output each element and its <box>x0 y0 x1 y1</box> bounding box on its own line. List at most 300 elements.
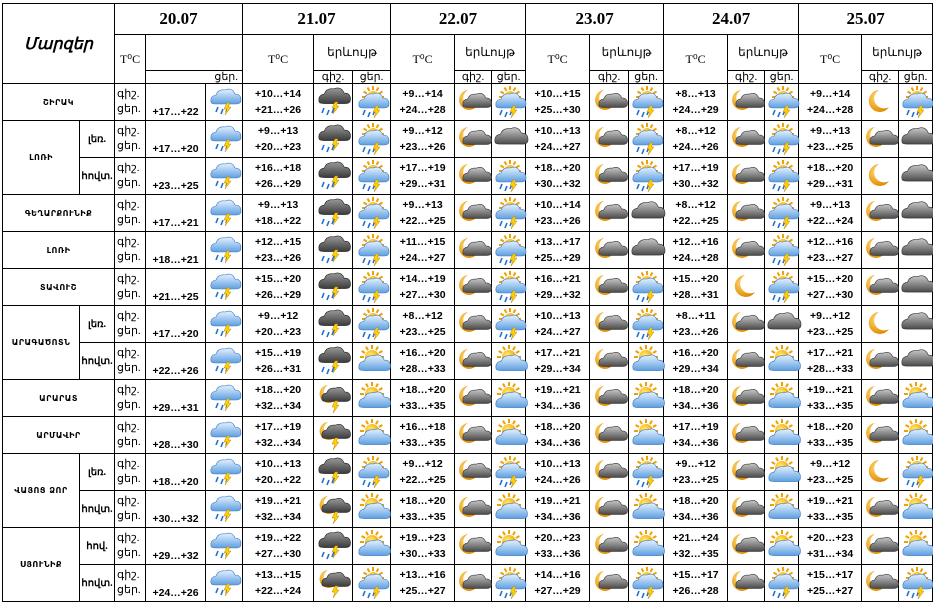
time-of-day-labels <box>115 269 146 306</box>
day-temp: +32…+34 <box>254 400 302 412</box>
time-of-day-labels <box>115 491 146 528</box>
night-temp: +8…+11 <box>675 310 716 322</box>
sun-rain-thunder-icon <box>492 454 526 491</box>
rain-icon <box>206 121 243 158</box>
temp-range-cell <box>664 232 728 269</box>
region-name: ԼՈՌԻ <box>3 232 115 269</box>
cloud-icon <box>765 306 799 343</box>
night-temp: +18…+20 <box>399 495 446 507</box>
temp-range-cell <box>664 269 728 306</box>
temp-range-cell <box>243 158 314 195</box>
temp-range-cell <box>799 121 862 158</box>
day-temp: +25…+30 <box>534 104 581 116</box>
day-temp: +32…+35 <box>672 548 719 560</box>
night-temp: +9…+13 <box>809 125 851 137</box>
night-temp: +13…+15 <box>254 569 302 581</box>
night-sub-header: գիշ. <box>314 71 353 84</box>
temp-range-cell <box>526 195 590 232</box>
sun-cloud-icon <box>765 491 799 528</box>
night-label: գիշ. <box>117 495 140 507</box>
night-temp: +20…+23 <box>534 532 581 544</box>
sun-rain-thunder-icon <box>629 565 664 602</box>
temp-range-cell <box>243 343 314 380</box>
rain-icon <box>206 491 243 528</box>
day-temp: +18…+22 <box>254 215 302 227</box>
date-header: 22.07 <box>391 4 526 35</box>
rain-icon <box>206 528 243 565</box>
sun-rain-thunder-icon <box>353 454 391 491</box>
empty-header <box>146 35 243 71</box>
night-temp: +18…+20 <box>399 384 446 396</box>
table-row <box>3 306 933 343</box>
temp-range-cell <box>526 528 590 565</box>
night-temp: +9…+12 <box>402 125 443 137</box>
day-temp: +17…+22 <box>146 84 206 121</box>
sun-cloud-icon <box>353 417 391 454</box>
temp-range-cell <box>799 269 862 306</box>
day-temp: +31…+34 <box>807 548 854 560</box>
night-temp: +9…+14 <box>809 88 851 100</box>
night-temp: +9…+12 <box>809 458 851 470</box>
temp-range-cell <box>799 84 862 121</box>
moon-cloud-icon <box>862 232 899 269</box>
date-header: 21.07 <box>243 4 391 35</box>
temp-range-cell <box>664 417 728 454</box>
temp-range-cell <box>526 454 590 491</box>
sun-cloud-icon <box>492 528 526 565</box>
temp-range-cell <box>664 454 728 491</box>
night-temp: +10…+15 <box>534 88 581 100</box>
temp-range-cell <box>526 306 590 343</box>
temp-range-cell <box>526 417 590 454</box>
date-header: 23.07 <box>526 4 664 35</box>
moon-storm-icon <box>314 380 353 417</box>
night-temp: +18…+20 <box>254 384 302 396</box>
sun-rain-thunder-icon <box>492 195 526 232</box>
forecast-table <box>2 3 933 602</box>
sun-cloud-icon <box>899 417 933 454</box>
rain-icon <box>206 380 243 417</box>
temp-range-cell <box>664 380 728 417</box>
day-label: ցեր. <box>117 177 141 189</box>
moon-cloud-icon <box>590 121 629 158</box>
moon-cloud-icon <box>590 84 629 121</box>
night-temp: +9…+12 <box>809 310 851 322</box>
moon-cloud-icon <box>455 232 492 269</box>
day-temp: +28…+33 <box>399 363 446 375</box>
moon-cloud-icon <box>862 417 899 454</box>
day-sub-header: ցեր. <box>765 71 799 84</box>
temp-range-cell <box>391 491 455 528</box>
moon-cloud-icon <box>590 454 629 491</box>
moon-cloud-icon <box>728 454 765 491</box>
night-label: գիշ. <box>117 199 140 211</box>
zone-label: լեռ. <box>80 454 115 491</box>
moon-cloud-icon <box>590 306 629 343</box>
day-label: ցեր. <box>117 214 141 226</box>
day-temp: +29…+34 <box>534 363 581 375</box>
day-label: ցեր. <box>117 251 141 263</box>
temp-range-cell <box>526 232 590 269</box>
zone-label: հով. <box>80 528 115 565</box>
temp-range-cell <box>391 121 455 158</box>
sun-cloud-icon <box>629 528 664 565</box>
moon-cloud-icon <box>455 158 492 195</box>
time-of-day-labels <box>115 454 146 491</box>
storm-cloud-icon <box>314 454 353 491</box>
temp-range-cell <box>799 565 862 602</box>
night-temp: +10…+13 <box>254 458 302 470</box>
sun-cloud-icon <box>353 528 391 565</box>
sun-cloud-icon <box>765 454 799 491</box>
night-temp: +15…+20 <box>807 273 854 285</box>
region-name: ԱՐԱՐԱՏ <box>3 380 115 417</box>
night-temp: +16…+18 <box>254 162 302 174</box>
moon-cloud-icon <box>455 343 492 380</box>
night-sub-header: գիշ. <box>590 71 629 84</box>
day-temp: +30…+33 <box>399 548 446 560</box>
moon-cloud-icon <box>728 232 765 269</box>
day-label: ցեր. <box>117 325 141 337</box>
moon-cloud-icon <box>455 417 492 454</box>
night-label: գիշ. <box>117 162 140 174</box>
night-temp: +17…+19 <box>254 421 302 433</box>
day-temp: +24…+26 <box>672 141 719 153</box>
night-temp: +15…+20 <box>672 273 719 285</box>
moon-cloud-icon <box>862 565 899 602</box>
day-sub-header: ցեր. <box>492 71 526 84</box>
cloud-icon <box>899 343 933 380</box>
sun-rain-thunder-icon <box>492 158 526 195</box>
temp-range-cell <box>243 565 314 602</box>
temp-col-header: T⁰C <box>115 35 146 84</box>
night-temp: +9…+12 <box>257 310 299 322</box>
table-row <box>3 121 933 158</box>
temp-range-cell <box>243 121 314 158</box>
temp-range-cell <box>391 84 455 121</box>
temp-range-cell <box>799 380 862 417</box>
night-temp: +9…+13 <box>402 199 443 211</box>
rain-icon <box>206 417 243 454</box>
time-of-day-labels <box>115 417 146 454</box>
sun-rain-thunder-icon <box>492 232 526 269</box>
day-temp: +24…+29 <box>672 104 719 116</box>
temp-range-cell <box>799 454 862 491</box>
night-temp: +9…+13 <box>257 199 299 211</box>
moon-cloud-icon <box>862 491 899 528</box>
day-temp: +20…+22 <box>254 474 302 486</box>
moon-cloud-icon <box>455 269 492 306</box>
moon-cloud-icon <box>728 84 765 121</box>
day-temp: +29…+32 <box>146 528 206 565</box>
cloud-icon <box>899 306 933 343</box>
moon-icon <box>862 158 899 195</box>
moon-cloud-icon <box>455 121 492 158</box>
sun-rain-thunder-icon <box>353 195 391 232</box>
sun-cloud-icon <box>353 343 391 380</box>
sun-rain-thunder-icon <box>629 84 664 121</box>
moon-cloud-icon <box>590 158 629 195</box>
date-header: 20.07 <box>115 4 243 35</box>
zone-label: հովտ. <box>80 491 115 528</box>
table-row <box>3 158 933 195</box>
day-sub-header: ցեր. <box>629 71 664 84</box>
day-label: ցեր. <box>117 399 141 411</box>
region-name: ՍՅՈՒՆԻՔ <box>3 528 80 602</box>
day-temp: +24…+27 <box>534 141 581 153</box>
night-temp: +10…+14 <box>534 199 581 211</box>
temp-range-cell <box>391 454 455 491</box>
day-temp: +24…+26 <box>534 474 581 486</box>
day-temp: +17…+20 <box>146 121 206 158</box>
zone-label: հովտ. <box>80 565 115 602</box>
temp-range-cell <box>391 269 455 306</box>
temp-range-cell <box>526 343 590 380</box>
day-temp: +23…+26 <box>254 252 302 264</box>
night-label: գիշ. <box>117 273 140 285</box>
night-label: գիշ. <box>117 458 140 470</box>
sun-rain-thunder-icon <box>899 84 933 121</box>
moon-cloud-icon <box>728 565 765 602</box>
sun-cloud-icon <box>492 491 526 528</box>
night-temp: +12…+16 <box>807 236 854 248</box>
night-temp: +16…+21 <box>534 273 581 285</box>
cloud-icon <box>492 121 526 158</box>
moon-cloud-icon <box>455 528 492 565</box>
sun-rain-thunder-icon <box>765 84 799 121</box>
phenomenon-header: երևույթ <box>590 35 664 71</box>
day-temp: +29…+34 <box>672 363 719 375</box>
day-label: ցեր. <box>117 436 141 448</box>
night-temp: +19…+21 <box>254 495 302 507</box>
rain-icon <box>206 306 243 343</box>
day-temp: +23…+25 <box>672 474 719 486</box>
sun-cloud-icon <box>899 380 933 417</box>
night-label: գիշ. <box>117 88 140 100</box>
temp-range-cell <box>391 343 455 380</box>
moon-cloud-icon <box>455 84 492 121</box>
zone-label: հովտ. <box>80 158 115 195</box>
rain-icon <box>206 343 243 380</box>
moon-icon <box>862 454 899 491</box>
temp-range-cell <box>243 269 314 306</box>
temp-range-cell <box>799 491 862 528</box>
night-temp: +8…+13 <box>675 88 716 100</box>
day-label: ցեր. <box>117 473 141 485</box>
night-label: գիշ. <box>117 569 140 581</box>
moon-cloud-icon <box>728 306 765 343</box>
day-label: ցեր. <box>117 362 141 374</box>
storm-cloud-icon <box>314 269 353 306</box>
day-temp: +27…+30 <box>254 548 302 560</box>
temp-range-cell <box>799 528 862 565</box>
night-temp: +17…+21 <box>534 347 581 359</box>
day-temp: +33…+35 <box>399 511 446 523</box>
temp-range-cell <box>243 232 314 269</box>
temp-range-cell <box>391 232 455 269</box>
table-row <box>3 195 933 232</box>
temp-range-cell <box>664 195 728 232</box>
night-sub-header: գիշ. <box>862 71 899 84</box>
night-temp: +15…+17 <box>672 569 719 581</box>
sun-cloud-icon <box>492 417 526 454</box>
night-temp: +15…+20 <box>254 273 302 285</box>
storm-cloud-icon <box>314 528 353 565</box>
temp-range-cell <box>664 121 728 158</box>
day-temp: +33…+35 <box>399 400 446 412</box>
date-header: 24.07 <box>664 4 799 35</box>
temp-range-cell <box>243 417 314 454</box>
temp-range-cell <box>799 158 862 195</box>
day-temp: +21…+25 <box>146 269 206 306</box>
moon-cloud-icon <box>590 565 629 602</box>
temp-range-cell <box>243 84 314 121</box>
table-row <box>3 380 933 417</box>
night-temp: +13…+16 <box>399 569 446 581</box>
rain-icon <box>206 454 243 491</box>
moon-cloud-icon <box>728 121 765 158</box>
moon-cloud-icon <box>590 232 629 269</box>
temp-range-cell <box>526 565 590 602</box>
moon-cloud-icon <box>728 195 765 232</box>
cloud-icon <box>629 195 664 232</box>
day-temp: +29…+31 <box>807 178 854 190</box>
sun-cloud-icon <box>353 491 391 528</box>
phenomenon-header: երևույթ <box>862 35 933 71</box>
moon-cloud-icon <box>590 195 629 232</box>
night-temp: +19…+21 <box>807 384 854 396</box>
night-temp: +17…+19 <box>399 162 446 174</box>
day-temp: +29…+31 <box>399 178 446 190</box>
night-temp: +8…+12 <box>675 199 716 211</box>
day-temp: +23…+26 <box>399 141 446 153</box>
day-temp: +22…+25 <box>399 474 446 486</box>
moon-storm-icon <box>314 417 353 454</box>
moon-cloud-icon <box>590 343 629 380</box>
rain-icon <box>206 195 243 232</box>
sun-rain-thunder-icon <box>765 121 799 158</box>
sun-rain-thunder-icon <box>492 84 526 121</box>
time-of-day-labels <box>115 565 146 602</box>
day-temp: +26…+28 <box>672 585 719 597</box>
day-temp: +33…+35 <box>807 511 854 523</box>
day-temp: +27…+30 <box>399 289 446 301</box>
moon-cloud-icon <box>728 380 765 417</box>
day-temp: +23…+26 <box>534 215 581 227</box>
sun-rain-thunder-icon <box>629 306 664 343</box>
temp-range-cell <box>391 380 455 417</box>
time-of-day-labels <box>115 195 146 232</box>
night-temp: +8…+12 <box>675 125 716 137</box>
sun-rain-thunder-icon <box>492 565 526 602</box>
night-temp: +10…+13 <box>534 310 581 322</box>
sun-rain-thunder-icon <box>765 232 799 269</box>
temp-range-cell <box>664 84 728 121</box>
day-temp: +24…+26 <box>146 565 206 602</box>
night-temp: +16…+18 <box>399 421 446 433</box>
day-temp: +33…+35 <box>807 400 854 412</box>
night-temp: +12…+16 <box>672 236 719 248</box>
night-temp: +9…+13 <box>257 125 299 137</box>
storm-cloud-icon <box>314 306 353 343</box>
table-row <box>3 84 933 121</box>
phenomenon-header: երևույթ <box>455 35 526 71</box>
temp-range-cell <box>391 565 455 602</box>
sun-rain-thunder-icon <box>629 454 664 491</box>
night-temp: +17…+19 <box>672 162 719 174</box>
night-temp: +10…+13 <box>534 458 581 470</box>
temp-range-cell <box>243 195 314 232</box>
night-temp: +9…+13 <box>809 199 851 211</box>
day-temp: +22…+25 <box>672 215 719 227</box>
sun-rain-thunder-icon <box>353 269 391 306</box>
night-temp: +16…+20 <box>672 347 719 359</box>
moon-cloud-icon <box>862 121 899 158</box>
temp-range-cell <box>391 306 455 343</box>
temp-range-cell <box>391 195 455 232</box>
night-temp: +18…+20 <box>672 384 719 396</box>
temp-range-cell <box>526 158 590 195</box>
sun-cloud-icon <box>899 491 933 528</box>
night-label: գիշ. <box>117 347 140 359</box>
table-row <box>3 232 933 269</box>
moon-cloud-icon <box>590 528 629 565</box>
night-temp: +17…+21 <box>807 347 854 359</box>
day-temp: +24…+27 <box>399 252 446 264</box>
day-temp: +34…+36 <box>672 437 719 449</box>
day-temp: +28…+30 <box>146 417 206 454</box>
day-temp: +20…+23 <box>254 141 302 153</box>
moon-cloud-icon <box>455 195 492 232</box>
day-temp: +23…+25 <box>807 474 854 486</box>
day-sub-header: ցեր. <box>899 71 933 84</box>
sun-rain-thunder-icon <box>492 306 526 343</box>
sun-cloud-icon <box>353 380 391 417</box>
night-temp: +18…+20 <box>807 421 854 433</box>
sun-cloud-icon <box>765 343 799 380</box>
night-temp: +19…+22 <box>254 532 302 544</box>
night-temp: +19…+23 <box>399 532 446 544</box>
day-temp: +30…+32 <box>534 178 581 190</box>
region-name: ԳԵՂԱՐՔՈՒՆԻՔ <box>3 195 115 232</box>
temp-range-cell <box>799 343 862 380</box>
sun-rain-thunder-icon <box>765 565 799 602</box>
time-of-day-labels <box>115 380 146 417</box>
day-temp: +34…+36 <box>534 437 581 449</box>
temp-range-cell <box>664 565 728 602</box>
moon-storm-icon <box>314 565 353 602</box>
moon-cloud-icon <box>728 491 765 528</box>
day-temp: +32…+34 <box>254 437 302 449</box>
night-label: գիշ. <box>117 532 140 544</box>
day-temp: +23…+27 <box>807 252 854 264</box>
day-temp: +23…+25 <box>807 326 854 338</box>
sun-rain-thunder-icon <box>353 565 391 602</box>
day-temp: +20…+23 <box>254 326 302 338</box>
sun-rain-thunder-icon <box>629 121 664 158</box>
region-name: ՎԱՅՈՑ ՁՈՐ <box>3 454 80 528</box>
day-temp: +27…+29 <box>534 585 581 597</box>
moon-icon <box>728 269 765 306</box>
sun-cloud-icon <box>765 417 799 454</box>
sun-cloud-icon <box>629 491 664 528</box>
night-temp: +19…+21 <box>534 384 581 396</box>
day-temp: +24…+27 <box>534 326 581 338</box>
sun-rain-thunder-icon <box>899 565 933 602</box>
day-label: ցեր. <box>117 140 141 152</box>
temp-range-cell <box>799 306 862 343</box>
sun-rain-thunder-icon <box>765 195 799 232</box>
